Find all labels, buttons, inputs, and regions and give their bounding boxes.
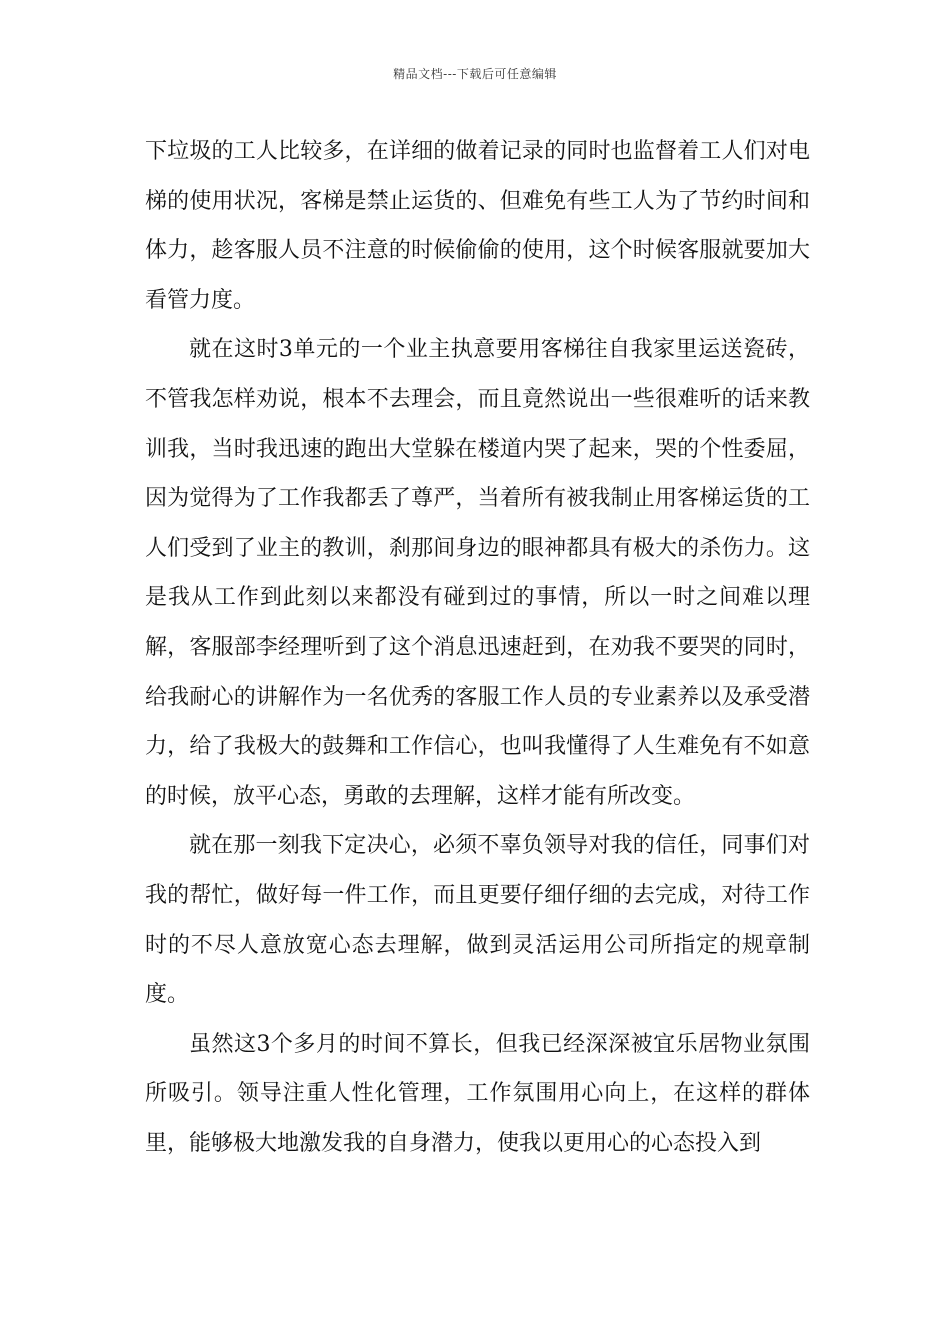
- paragraph-4: 虽然这3个多月的时间不算长，但我已经深深被宜乐居物业氛围所吸引。领导注重人性化管理，工作氛围用心向上，在这样的群体里，能够极大地激发我的自身潜力，使我以更用心的心态投入到: [145, 1031, 810, 1156]
- paragraph-3: 就在那一刻我下定决心，必须不辜负领导对我的信任，同事们对我的帮忙，做好每一件工作，而且更要仔细仔细的去完成，对待工作时的不尽人意放宽心态去理解，做到灵活运用公司所指定的规章制度。: [145, 833, 810, 1008]
- page-header: 精品文档---下载后可任意编辑: [393, 67, 557, 81]
- document-body: [145, 127, 810, 1168]
- paragraph-2: 就在这时3单元的一个业主执意要用客梯往自我家里运送瓷砖，不管我怎样劝说，根本不去理会，而且竟然说出一些很难听的话来教训我，当时我迅速的跑出大堂躲在楼道内哭了起来，哭的个性委屈，因为觉得为了工作我都丢了尊严，当着所有被我制止用客梯运货的工人们受到了业主的教训，刹那间身边的眼神都具有极大的杀伤力。这是我从工作到此刻以来都没有碰到过的事情，所以一时之间难以理解，客服部李经理听到了这个消息迅速赶到，在劝我不要哭的同时，给我耐心的讲解作为一名优秀的客服工作人员的专业素养以及承受潜力，给了我极大的鼓舞和工作信心，也叫我懂得了人生难免有不如意的时候，放平心态，勇敢的去理解，这样才能有所改变。: [145, 337, 810, 809]
- paragraph-1: 下垃圾的工人比较多，在详细的做着记录的同时也监督着工人们对电梯的使用状况，客梯是禁止运货的、但难免有些工人为了节约时间和体力，趁客服人员不注意的时候偷偷的使用，这个时候客服就要加大看管力度。: [145, 139, 810, 313]
